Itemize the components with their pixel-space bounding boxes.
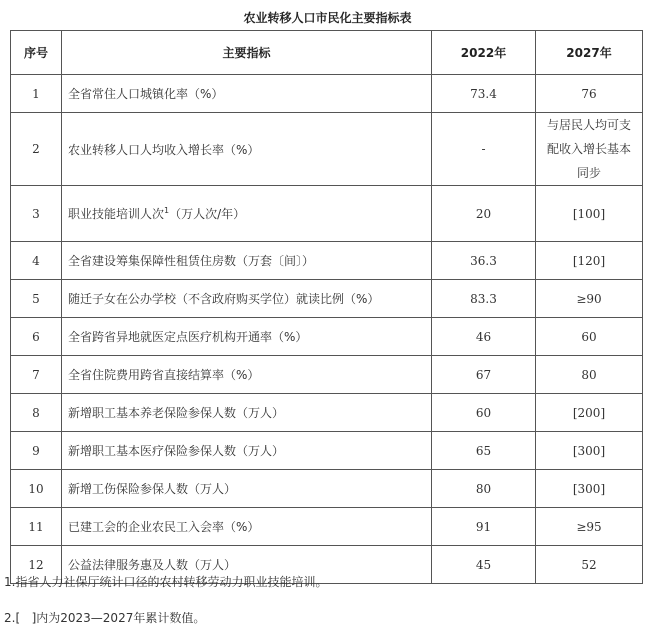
value-2027-text: ≥90: [576, 291, 602, 306]
row-number-text: 7: [32, 367, 40, 382]
indicator-text: 新增职工基本医疗保险参保人数（万人）: [68, 444, 285, 458]
value-2022: [432, 242, 536, 280]
table-row: [11, 432, 643, 470]
value-2022: [432, 113, 536, 186]
row-number: [11, 318, 62, 356]
indicator-text: 公益法律服务惠及人数（万人）: [68, 558, 237, 572]
indicator-text: 新增职工基本养老保险参保人数（万人）: [68, 406, 285, 420]
row-number: [11, 356, 62, 394]
table-row: [11, 75, 643, 113]
value-2027-text: [100]: [572, 206, 606, 221]
indicator-name: [62, 432, 432, 470]
value-2027-text: 与居民人均可支配收入增长基本同步: [546, 118, 631, 180]
row-number-text: 11: [28, 519, 44, 534]
value-2027: [536, 242, 643, 280]
indicator-text: 已建工会的企业农民工入会率（%）: [68, 520, 260, 534]
value-2027: [536, 356, 643, 394]
value-2022-text: -: [481, 142, 486, 156]
value-2022: [432, 546, 536, 584]
value-2027: [536, 280, 643, 318]
row-number: [11, 113, 62, 186]
value-2027: [536, 546, 643, 584]
row-number-text: 1: [32, 86, 40, 101]
indicator-text: 职业技能培训人次: [68, 207, 165, 221]
value-2027-text: [120]: [572, 253, 606, 268]
row-number: [11, 470, 62, 508]
row-number-text: 12: [28, 557, 44, 572]
row-number-text: 4: [32, 253, 40, 268]
value-2027-text: 60: [581, 329, 597, 344]
value-2022-text: 20: [475, 206, 492, 221]
row-number: [11, 432, 62, 470]
footnote-2: 2.[ ]内为2023—2027年累计数值。: [4, 611, 206, 625]
row-number-text: 2: [32, 142, 40, 156]
table-row: [11, 186, 643, 242]
row-number-text: 8: [32, 405, 40, 420]
header-name: 主要指标: [62, 31, 432, 75]
indicator-name: [62, 394, 432, 432]
value-2022: [432, 470, 536, 508]
value-2022-text: 46: [475, 329, 492, 344]
table-row: [11, 356, 643, 394]
table-title: 农业转移人口市民化主要指标表: [243, 11, 412, 25]
value-2027-text: 52: [581, 557, 597, 572]
value-2022-text: 83.3: [470, 291, 497, 306]
value-2022-text: 65: [475, 443, 492, 458]
indicator-name: [62, 508, 432, 546]
indicator-text: 全省住院费用跨省直接结算率（%）: [68, 368, 260, 382]
indicator-name: [62, 356, 432, 394]
value-2027-text: [200]: [572, 405, 606, 420]
value-2027: [536, 508, 643, 546]
footnote-marker: 1: [164, 206, 170, 215]
indicator-text: 全省跨省异地就医定点医疗机构开通率（%）: [68, 330, 308, 344]
row-number: [11, 242, 62, 280]
value-2027-text: 80: [581, 367, 597, 382]
row-number: [11, 186, 62, 242]
value-2027: [536, 432, 643, 470]
table-row: [11, 280, 643, 318]
indicator-unit-text: （万人次/年）: [169, 207, 246, 221]
value-2022-text: 36.3: [470, 253, 497, 268]
row-number: [11, 508, 62, 546]
indicator-name: [62, 470, 432, 508]
value-2027: [536, 75, 643, 113]
value-2027: [536, 394, 643, 432]
row-number-text: 6: [32, 329, 40, 344]
value-2027-text: ≥95: [576, 519, 602, 534]
value-2027-text: [300]: [572, 443, 606, 458]
indicator-text: 农业转移人口人均收入增长率（%）: [68, 142, 260, 157]
row-number-text: 9: [32, 443, 40, 458]
value-2022: [432, 75, 536, 113]
indicator-name: [62, 280, 432, 318]
row-number: [11, 394, 62, 432]
table-row: [11, 508, 643, 546]
indicator-name: [62, 242, 432, 280]
table-row: [11, 318, 643, 356]
value-2022: [432, 432, 536, 470]
indicator-name: [62, 318, 432, 356]
value-2027: [536, 113, 643, 186]
value-2022-text: 67: [475, 367, 492, 382]
indicator-name: [62, 113, 432, 186]
header-no: 序号: [11, 31, 62, 75]
value-2027: [536, 186, 643, 242]
indicator-text: 新增工伤保险参保人数（万人）: [68, 482, 237, 496]
indicator-text: 全省常住人口城镇化率（%）: [68, 87, 224, 101]
value-2022-text: 60: [475, 405, 492, 420]
footnote-1: 1.指省人力社保厅统计口径的农村转移劳动力职业技能培训。: [4, 575, 328, 589]
table-row: [11, 394, 643, 432]
value-2022: [432, 318, 536, 356]
value-2027-text: [300]: [572, 481, 606, 496]
table-row: [11, 113, 643, 186]
indicator-text: 全省建设筹集保障性租赁住房数（万套〔间〕）: [68, 254, 315, 268]
value-2022: [432, 356, 536, 394]
value-2022: [432, 394, 536, 432]
value-2022: [432, 508, 536, 546]
row-number-text: 5: [32, 291, 40, 306]
header-2027: 2027年: [536, 31, 643, 75]
value-2022: [432, 280, 536, 318]
value-2027: [536, 470, 643, 508]
value-2022-text: 91: [475, 519, 492, 534]
row-number: [11, 280, 62, 318]
value-2027-text: 76: [581, 86, 597, 101]
value-2022-text: 45: [475, 557, 492, 572]
indicator-table: [10, 30, 643, 584]
value-2022-text: 73.4: [470, 86, 497, 101]
value-2022-text: 80: [475, 481, 492, 496]
row-number: [11, 75, 62, 113]
value-2022: [432, 186, 536, 242]
table-row: [11, 470, 643, 508]
header-2022: 2022年: [432, 31, 536, 75]
indicator-name: [62, 75, 432, 113]
value-2027: [536, 318, 643, 356]
row-number-text: 3: [32, 206, 40, 221]
indicator-text: 随迁子女在公办学校（不含政府购买学位）就读比例（%）: [68, 292, 380, 306]
table-row: [11, 242, 643, 280]
row-number-text: 10: [28, 481, 44, 496]
header-row: [11, 31, 643, 75]
indicator-name: [62, 186, 432, 242]
